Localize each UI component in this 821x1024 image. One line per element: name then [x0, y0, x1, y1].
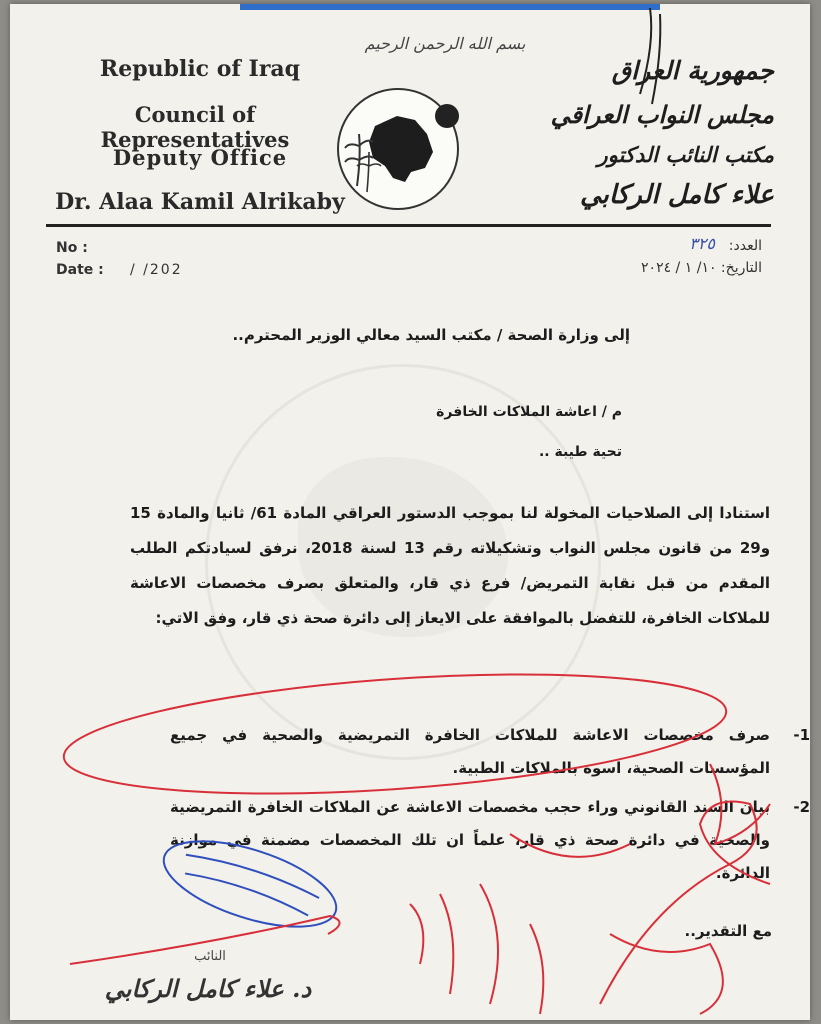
- header-en-office: Deputy Office: [112, 145, 288, 170]
- request-item-2-text: بيان السند القانوني وراء حجب مخصصات الاعاشة عن الملاكات الخافرة التمريضية والصحية في دائرة صحة ذي قار، علماً ان تلك المخصصات مضمنة في موازنة الدائرة.: [170, 798, 770, 882]
- request-item-1-number: 1-: [793, 726, 810, 744]
- header-ar-country: جمهورية العراق: [611, 56, 774, 85]
- parliament-emblem-icon: [335, 86, 461, 212]
- ar-date: التاريخ: ١٠/ ١ / ٢٠٢٤: [641, 260, 762, 276]
- request-item-1-text: صرف مخصصات الاعاشة للملاكات الخافرة التمريضية والصحية في جميع المؤسسات الصحية، اسوة بالملاكات الطبية.: [170, 726, 770, 777]
- letter-subject: م / اعاشة الملاكات الخافرة: [436, 404, 622, 420]
- number-label: No :: [56, 240, 88, 256]
- ar-number-value: ٣٢٥: [689, 234, 715, 253]
- basmala-text: بسم الله الرحمن الرحيم: [364, 34, 526, 53]
- header-en-council: Council of Representatives: [100, 102, 290, 152]
- letter-closing: مع التقدير..: [684, 922, 772, 940]
- date-label: Date :: [56, 262, 104, 278]
- header-divider: [46, 224, 771, 227]
- letter-sheet: [10, 4, 810, 1020]
- header-ar-office: مكتب النائب الدكتور: [597, 142, 774, 167]
- signature-label: النائب: [194, 949, 226, 964]
- request-item-2-number: 2-: [793, 798, 810, 816]
- request-item-2: [170, 791, 810, 890]
- request-item-1: [170, 719, 810, 785]
- signature-name: د. علاء كامل الركابي: [104, 974, 312, 1003]
- header-ar-deputy-name: علاء كامل الركابي: [580, 180, 774, 210]
- letter-paragraph: استنادا إلى الصلاحيات المخولة لنا بموجب الدستور العراقي المادة 61/ ثانيا والمادة 15 و29 من قانون مجلس النواب وتشكيلاته رقم 13 لسنة 2018، نرفق لسيادتكم الطلب المقدم من قبل نقابة التمريض/ فرع ذي قار، والمتعلق بصرف مخصصات الاعاشة للملاكات الخافرة، للتفضل بالموافقة على الايعاز إلى دائرة صحة ذي قار، وفق الاتي:: [130, 504, 771, 627]
- header-ar-council: مجلس النواب العراقي: [550, 100, 774, 129]
- ar-number-label: العدد:: [728, 238, 762, 254]
- header-en-deputy-name: Dr. Alaa Kamil Alrikaby: [55, 189, 345, 215]
- top-blue-bar: [240, 4, 660, 10]
- header-en-country: Republic of Iraq: [99, 56, 301, 82]
- letter-greeting: تحية طيبة ..: [538, 444, 622, 460]
- date-value: / /202: [130, 262, 183, 278]
- letter-address: إلى وزارة الصحة / مكتب السيد معالي الوزير المحترم..: [232, 326, 630, 344]
